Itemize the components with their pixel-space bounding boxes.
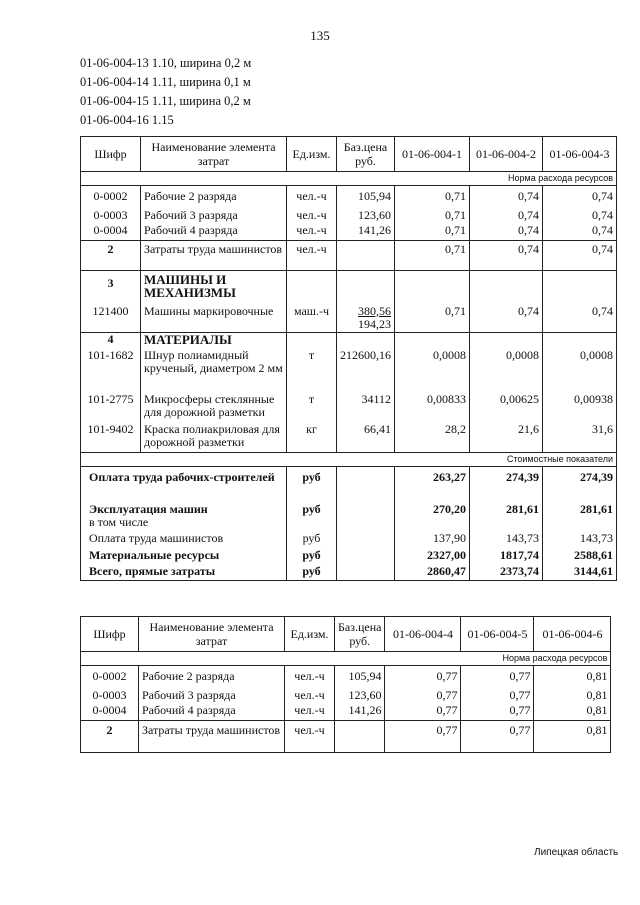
row-value: 0,0008 <box>395 349 470 393</box>
cost-name-sub: в том числе <box>89 514 149 529</box>
row-value: 0,00833 <box>395 393 470 423</box>
header-unit: Ед.изм. <box>287 137 337 172</box>
row-value: 0,0008 <box>543 349 617 393</box>
row-value: 0,77 <box>461 685 534 704</box>
notes-list <box>80 54 251 130</box>
table-row <box>81 349 617 393</box>
price-sub: 194,23 <box>358 316 391 331</box>
row-value: 0,77 <box>461 721 534 753</box>
row-name: Затраты труда машинистов <box>141 241 287 271</box>
row-code: 121400 <box>81 303 141 333</box>
header-col: 01-06-004-2 <box>470 137 543 172</box>
row-unit: чел.-ч <box>285 666 335 685</box>
cost-unit: руб <box>287 564 337 581</box>
row-value: 0,77 <box>461 666 534 685</box>
row-unit: т <box>287 349 337 393</box>
row-value: 0,77 <box>385 685 461 704</box>
row-price <box>335 721 385 753</box>
cost-value: 281,61 <box>470 500 543 530</box>
row-name: Краска полиакриловая для дорожной разметки <box>141 423 287 453</box>
header-col: 01-06-004-6 <box>534 617 611 652</box>
row-value: 0,77 <box>385 666 461 685</box>
row-value: 0,74 <box>543 303 617 333</box>
row-name: Рабочий 3 разряда <box>141 205 287 224</box>
row-unit: чел.-ч <box>285 685 335 704</box>
row-value: 28,2 <box>395 423 470 453</box>
table-row <box>81 186 617 205</box>
table-row <box>81 224 617 241</box>
header-code: Шифр <box>81 617 139 652</box>
cost-name: Оплата труда рабочих-строителей <box>81 467 287 500</box>
header-code: Шифр <box>81 137 141 172</box>
table-row <box>81 423 617 453</box>
header-name: Наименование элемента затрат <box>139 617 285 652</box>
cost-name: Оплата труда машинистов <box>81 530 287 547</box>
row-price <box>337 241 395 271</box>
section-code: 4 <box>81 333 141 349</box>
row-unit: чел.-ч <box>287 205 337 224</box>
cost-row <box>81 564 617 581</box>
cost-name: Материальные ресурсы <box>81 547 287 564</box>
row-unit: чел.-ч <box>287 186 337 205</box>
row-price: 66,41 <box>337 423 395 453</box>
cost-row <box>81 500 617 530</box>
row-price: 212600,16 <box>337 349 395 393</box>
row-value: 0,81 <box>534 685 611 704</box>
row-unit: чел.-ч <box>285 704 335 721</box>
header-col: 01-06-004-3 <box>543 137 617 172</box>
cost-value: 281,61 <box>543 500 617 530</box>
row-value: 0,77 <box>385 704 461 721</box>
cost-value: 274,39 <box>543 467 617 500</box>
row-value: 0,74 <box>470 241 543 271</box>
table-row <box>81 685 611 704</box>
cost-label: Стоимостные показатели <box>470 453 617 467</box>
cost-value: 2860,47 <box>395 564 470 581</box>
row-value: 0,71 <box>395 303 470 333</box>
row-price: 141,26 <box>335 704 385 721</box>
cost-value: 143,73 <box>543 530 617 547</box>
row-value: 0,71 <box>395 205 470 224</box>
cost-value: 263,27 <box>395 467 470 500</box>
note-line: 01-06-004-15 1.11, ширина 0,2 м <box>80 94 251 108</box>
cost-value: 2373,74 <box>470 564 543 581</box>
cost-unit: руб <box>287 500 337 530</box>
row-code: 101-2775 <box>81 393 141 423</box>
cost-row <box>81 547 617 564</box>
row-unit: чел.-ч <box>285 721 335 753</box>
row-value: 0,74 <box>543 205 617 224</box>
price-main: 380,56 <box>358 303 391 318</box>
cost-value: 137,90 <box>395 530 470 547</box>
row-price: 34112 <box>337 393 395 423</box>
header-name: Наименование элемента затрат <box>141 137 287 172</box>
section-code: 3 <box>81 271 141 303</box>
row-name: Рабочие 2 разряда <box>141 186 287 205</box>
header-price: Баз.цена руб. <box>337 137 395 172</box>
cost-value: 270,20 <box>395 500 470 530</box>
cost-row <box>81 530 617 547</box>
table-row <box>81 205 617 224</box>
header-price: Баз.цена руб. <box>335 617 385 652</box>
cost-value: 143,73 <box>470 530 543 547</box>
header-col: 01-06-004-4 <box>385 617 461 652</box>
row-name: Рабочий 3 разряда <box>139 685 285 704</box>
row-value: 0,00625 <box>470 393 543 423</box>
row-price: 123,60 <box>337 205 395 224</box>
note-line: 01-06-004-16 1.15 <box>80 113 174 127</box>
row-code: 101-9402 <box>81 423 141 453</box>
row-value: 0,00938 <box>543 393 617 423</box>
norm-subheader <box>81 172 617 186</box>
table-row <box>81 721 611 753</box>
section-title: МАТЕРИАЛЫ <box>141 333 287 349</box>
header-col: 01-06-004-1 <box>395 137 470 172</box>
row-value: 0,71 <box>395 186 470 205</box>
section-row <box>81 333 617 349</box>
row-name: Рабочий 4 разряда <box>141 224 287 241</box>
row-code: 0-0003 <box>81 205 141 224</box>
cost-subheader <box>81 453 617 467</box>
row-unit: маш.-ч <box>287 303 337 333</box>
cost-value: 3144,61 <box>543 564 617 581</box>
table-row <box>81 666 611 685</box>
row-value: 0,74 <box>470 224 543 241</box>
row-value: 0,74 <box>470 186 543 205</box>
footer-region: Липецкая область <box>534 847 619 858</box>
row-value: 31,6 <box>543 423 617 453</box>
section-title: МАШИНЫ И МЕХАНИЗМЫ <box>141 271 287 303</box>
cost-value: 2327,00 <box>395 547 470 564</box>
row-value: 0,81 <box>534 721 611 753</box>
row-name: Затраты труда машинистов <box>139 721 285 753</box>
row-name: Рабочие 2 разряда <box>139 666 285 685</box>
row-price <box>337 303 395 333</box>
row-unit: т <box>287 393 337 423</box>
row-unit: кг <box>287 423 337 453</box>
cost-value: 274,39 <box>470 467 543 500</box>
row-code: 0-0004 <box>81 224 141 241</box>
row-name: Шнур полиамидный крученый, диаметром 2 мм <box>141 349 287 393</box>
norm-label: Норма расхода ресурсов <box>470 172 617 186</box>
cost-unit: руб <box>287 547 337 564</box>
row-value: 0,74 <box>470 303 543 333</box>
cost-unit: руб <box>287 467 337 500</box>
row-value: 0,74 <box>543 186 617 205</box>
cost-row <box>81 467 617 500</box>
cost-name <box>81 500 287 530</box>
row-value: 0,81 <box>534 704 611 721</box>
row-price: 105,94 <box>337 186 395 205</box>
row-code: 0-0003 <box>81 685 139 704</box>
row-value: 0,81 <box>534 666 611 685</box>
norm-subheader <box>81 652 611 666</box>
row-price: 105,94 <box>335 666 385 685</box>
note-line: 01-06-004-14 1.11, ширина 0,1 м <box>80 75 251 89</box>
cost-value: 1817,74 <box>470 547 543 564</box>
row-unit: чел.-ч <box>287 241 337 271</box>
table-header <box>81 617 611 652</box>
table-row <box>81 303 617 333</box>
section-row <box>81 271 617 303</box>
row-code: 101-1682 <box>81 349 141 393</box>
row-price: 141,26 <box>337 224 395 241</box>
cost-name: Всего, прямые затраты <box>81 564 287 581</box>
row-value: 0,0008 <box>470 349 543 393</box>
row-code: 2 <box>81 721 139 753</box>
row-value: 0,77 <box>461 704 534 721</box>
row-value: 21,6 <box>470 423 543 453</box>
row-value: 0,74 <box>470 205 543 224</box>
row-code: 0-0002 <box>81 186 141 205</box>
resource-table-2 <box>80 616 611 753</box>
page-number: 135 <box>310 28 330 43</box>
header-unit: Ед.изм. <box>285 617 335 652</box>
header-col: 01-06-004-5 <box>461 617 534 652</box>
table-row <box>81 241 617 271</box>
row-value: 0,74 <box>543 241 617 271</box>
row-value: 0,71 <box>395 224 470 241</box>
cost-unit: руб <box>287 530 337 547</box>
table-row <box>81 393 617 423</box>
row-code: 0-0002 <box>81 666 139 685</box>
row-unit: чел.-ч <box>287 224 337 241</box>
cost-value: 2588,61 <box>543 547 617 564</box>
row-name: Рабочий 4 разряда <box>139 704 285 721</box>
row-value: 0,77 <box>385 721 461 753</box>
cost-name-main: Эксплуатация машин <box>89 501 208 516</box>
row-price: 123,60 <box>335 685 385 704</box>
resource-table-1 <box>80 136 617 581</box>
row-value: 0,74 <box>543 224 617 241</box>
row-code: 2 <box>81 241 141 271</box>
table-header <box>81 137 617 172</box>
norm-label: Норма расхода ресурсов <box>461 652 611 666</box>
row-code: 0-0004 <box>81 704 139 721</box>
table-row <box>81 704 611 721</box>
note-line: 01-06-004-13 1.10, ширина 0,2 м <box>80 56 252 70</box>
row-name: Микросферы стеклянные для дорожной разметки <box>141 393 287 423</box>
row-value: 0,71 <box>395 241 470 271</box>
row-name: Машины маркировочные <box>141 303 287 333</box>
